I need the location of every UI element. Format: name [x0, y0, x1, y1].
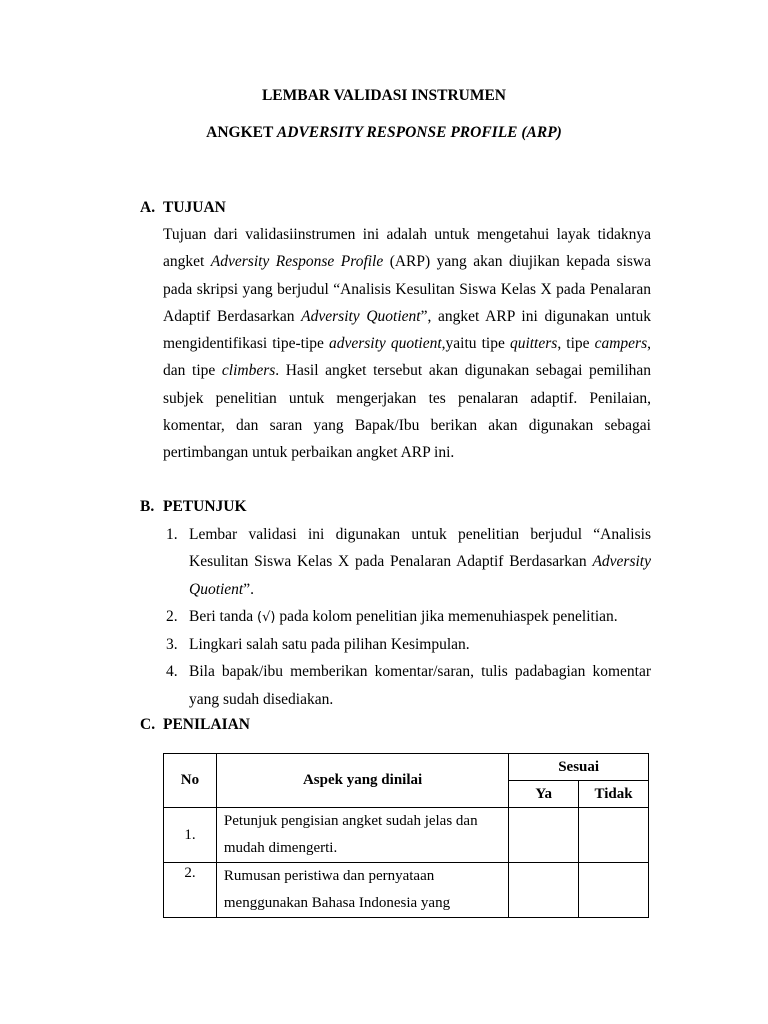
section-a-heading — [140, 199, 226, 217]
section-b-heading — [140, 498, 247, 516]
list-item — [163, 603, 651, 631]
list-item — [163, 631, 651, 658]
section-c-letter: C. — [140, 716, 156, 733]
section-b-title: PETUNJUK — [163, 498, 247, 515]
cell-yes[interactable] — [509, 863, 579, 918]
item-number: 4. — [166, 663, 178, 681]
section-a-title: TUJUAN — [163, 199, 226, 216]
text-run: ,yaitu tipe — [441, 335, 510, 353]
header-aspect: Aspek yang dinilai — [216, 754, 508, 808]
text-run: Tujuan dari validasiinstrumen ini adalah untuk mengetahui layak tidaknya angket — [163, 226, 651, 271]
instructions-list — [163, 521, 651, 713]
document-title: LEMBAR VALIDASI INSTRUMEN — [261, 87, 507, 104]
italic-run: Adversity Quotient — [301, 307, 421, 325]
text-run: . Hasil angket tersebut akan digunakan sebagai pemilihan subjek penelitian untuk mengerjakan tes penalaran adaptif. Penilaian, komentar, dan saran yang Bapak/Ibu berikan akan digunakan sebagai pertimbangan untuk perbaikan angket ARP ini. — [163, 362, 652, 462]
item-number: 2. — [166, 607, 178, 625]
item-number: 1. — [166, 526, 178, 543]
section-a-letter: A. — [140, 199, 156, 216]
section-c-heading — [140, 716, 250, 734]
italic-run: campers — [594, 335, 648, 353]
cell-no-fit[interactable] — [579, 808, 649, 863]
header-fit: Sesuai — [509, 754, 649, 781]
italic-run: quitters — [509, 335, 558, 353]
checkmark-symbol: (√) — [257, 609, 276, 625]
list-item — [163, 658, 651, 713]
table-header-row — [164, 754, 649, 781]
list-item — [163, 521, 651, 603]
validation-table — [163, 753, 649, 918]
subtitle-prefix: ANGKET — [206, 124, 277, 141]
section-b-letter: B. — [140, 498, 155, 515]
italic-run: climbers — [221, 362, 276, 380]
row-number: 2. — [164, 863, 217, 918]
table-row — [164, 863, 649, 918]
header-no-fit: Tidak — [579, 781, 649, 808]
text-run: , dan tipe — [163, 335, 651, 380]
text-run: , tipe — [557, 335, 595, 353]
section-c-title: PENILAIAN — [163, 716, 250, 733]
header-no: No — [164, 754, 217, 808]
text-run: ”, angket ARP ini digunakan untuk mengidentifikasi tipe-tipe — [163, 307, 651, 353]
italic-run: Adversity Quotient — [189, 553, 651, 598]
text-run: Lembar validasi ini digunakan untuk penelitian berjudul “Analisis Kesulitan Siswa Kelas X pada Penalaran Adaptif Berdasarkan — [189, 526, 651, 571]
section-a-paragraph — [163, 221, 651, 467]
document-subtitle — [0, 124, 768, 142]
subtitle-italic: ADVERSITY RESPONSE PROFILE (ARP) — [276, 124, 562, 141]
cell-yes[interactable] — [509, 808, 579, 863]
row-aspect: Rumusan peristiwa dan pernyataan menggunakan Bahasa Indonesia yang — [216, 863, 508, 918]
text-run: pada kolom penelitian jika memenuhiaspek penelitian. — [275, 607, 618, 625]
text-run: ”. — [243, 580, 255, 598]
cell-no-fit[interactable] — [579, 863, 649, 918]
text-run: Lingkari salah satu pada pilihan Kesimpulan. — [189, 636, 470, 654]
italic-run: adversity quotient — [328, 335, 442, 353]
row-aspect: Petunjuk pengisian angket sudah jelas dan mudah dimengerti. — [216, 808, 508, 863]
text-run: Bila bapak/ibu memberikan komentar/saran, tulis padabagian komentar yang sudah disediakan. — [189, 663, 651, 708]
text-run: (ARP) yang akan diujikan kepada siswa pada skripsi yang berjudul “Analisis Kesulitan Siswa Kelas X pada Penalaran Adaptif Berdasarkan — [163, 253, 651, 325]
header-yes: Ya — [509, 781, 579, 808]
table-row — [164, 808, 649, 863]
item-number: 3. — [166, 636, 178, 654]
row-number: 1. — [164, 808, 217, 863]
italic-run: Adversity Response Profile — [210, 253, 384, 271]
text-run: Beri tanda — [189, 607, 258, 625]
